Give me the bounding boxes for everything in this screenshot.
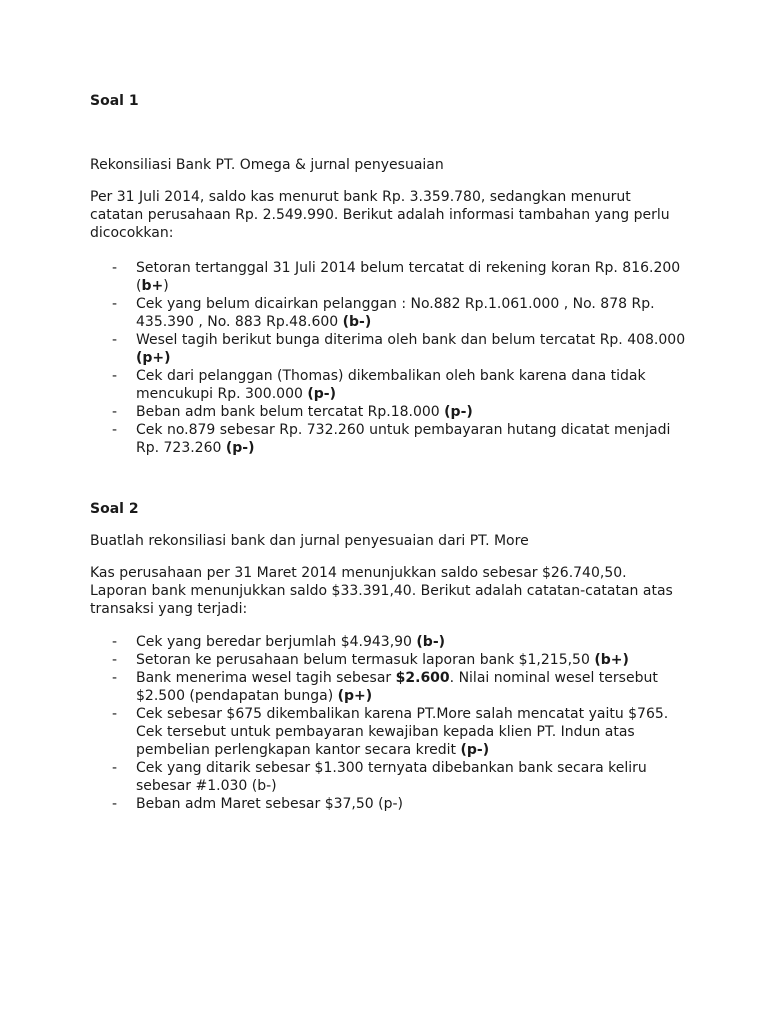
- soal-1-intro-line: Per 31 Juli 2014, saldo kas menurut bank Rp. 3.359.780, sedangkan menurut: [90, 189, 631, 205]
- item-line: Cek tersebut untuk pembayaran kewajiban kepada klien PT. Indun atas: [136, 724, 635, 740]
- item-line: Beban adm Maret sebesar $37,50 (p-): [136, 796, 404, 812]
- soal-1-title-text: Rekonsiliasi Bank PT. Omega & jurnal penyesuaian: [90, 157, 444, 173]
- item-line: $2.500 (pendapatan bunga): [136, 688, 338, 704]
- item-tag: (p-): [225, 440, 255, 456]
- list-item: [90, 669, 690, 705]
- soal-1-intro-line: dicocokkan:: [90, 225, 174, 241]
- item-line: Cek sebesar $675 dikembalikan karena PT.More salah mencatat yaitu $765.: [136, 706, 669, 722]
- item-line: (: [136, 278, 142, 294]
- item-line: Cek yang ditarik sebesar $1.300 ternyata dibebankan bank secara keliru: [136, 760, 647, 776]
- item-line: Wesel tagih berikut bunga diterima oleh bank dan belum tercatat Rp. 408.000: [136, 332, 686, 348]
- soal-2-title: [90, 532, 690, 550]
- list-dash: -: [112, 368, 118, 384]
- list-item: [90, 331, 690, 367]
- list-item: [90, 795, 690, 813]
- item-line: Cek yang belum dicairkan pelanggan : No.882 Rp.1.061.000 , No. 878 Rp.: [136, 296, 655, 312]
- list-dash: -: [112, 332, 118, 348]
- soal-1-list: [90, 259, 690, 457]
- item-line: Rp. 723.260: [136, 440, 226, 456]
- item-line: pembelian perlengkapan kantor secara kredit: [136, 742, 461, 758]
- item-tag: (b-): [416, 634, 446, 650]
- soal-2-intro-line: Laporan bank menunjukkan saldo $33.391,40. Berikut adalah catatan-catatan atas: [90, 583, 673, 599]
- item-line: Setoran ke perusahaan belum termasuk laporan bank $1,215,50: [136, 652, 595, 668]
- list-dash: -: [112, 670, 118, 686]
- list-dash: -: [112, 706, 118, 722]
- item-tag: (p-): [444, 404, 473, 420]
- list-dash: -: [112, 760, 118, 776]
- list-item: [90, 295, 690, 331]
- list-item: [90, 421, 690, 457]
- soal-2-list: [90, 633, 690, 813]
- soal-2-title-text: Buatlah rekonsiliasi bank dan jurnal penyesuaian dari PT. More: [90, 533, 529, 549]
- list-dash: -: [112, 634, 118, 650]
- soal-1-heading: Soal 1: [90, 93, 139, 109]
- item-line: . Nilai nominal wesel tersebut: [449, 670, 658, 686]
- list-item: [90, 651, 690, 669]
- item-tag: (p+): [136, 350, 171, 366]
- soal-2-intro: [90, 564, 690, 618]
- list-dash: -: [112, 796, 118, 812]
- list-item: [90, 759, 690, 795]
- list-dash: -: [112, 422, 118, 438]
- soal-1-title: [90, 156, 690, 174]
- item-line: Cek yang beredar berjumlah $4.943,90: [136, 634, 417, 650]
- list-dash: -: [112, 296, 118, 312]
- list-item: [90, 633, 690, 651]
- item-tag: (p-): [460, 742, 490, 758]
- item-tag: (p+): [337, 688, 373, 704]
- list-dash: -: [112, 652, 118, 668]
- item-line: 435.390 , No. 883 Rp.48.600: [136, 314, 343, 330]
- item-tag: b+: [141, 278, 164, 294]
- list-item: [90, 705, 690, 759]
- item-line: Cek dari pelanggan (Thomas) dikembalikan oleh bank karena dana tidak: [136, 368, 646, 384]
- list-item: [90, 367, 690, 403]
- item-line: sebesar #1.030 (b-): [136, 778, 277, 794]
- item-line: Setoran tertanggal 31 Juli 2014 belum tercatat di rekening koran Rp. 816.200: [136, 260, 681, 276]
- item-tag-suffix: ): [163, 278, 169, 294]
- list-dash: -: [112, 404, 118, 420]
- item-amount: $2.600: [395, 670, 450, 686]
- list-item: [90, 259, 690, 295]
- item-line: Cek no.879 sebesar Rp. 732.260 untuk pembayaran hutang dicatat menjadi: [136, 422, 671, 438]
- item-line: Bank menerima wesel tagih sebesar: [136, 670, 396, 686]
- list-dash: -: [112, 260, 118, 276]
- soal-2-heading: Soal 2: [90, 501, 139, 517]
- soal-2-intro-line: transaksi yang terjadi:: [90, 601, 248, 617]
- item-tag: (b+): [594, 652, 629, 668]
- soal-2-intro-line: Kas perusahaan per 31 Maret 2014 menunjukkan saldo sebesar $26.740,50.: [90, 565, 627, 581]
- item-line: Beban adm bank belum tercatat Rp.18.000: [136, 404, 445, 420]
- item-line: mencukupi Rp. 300.000: [136, 386, 308, 402]
- list-item: [90, 403, 690, 421]
- soal-1-intro: [90, 188, 690, 242]
- item-tag: (b-): [342, 314, 372, 330]
- soal-1-intro-line: catatan perusahaan Rp. 2.549.990. Berikut adalah informasi tambahan yang perlu: [90, 207, 670, 223]
- item-tag: (p-): [307, 386, 336, 402]
